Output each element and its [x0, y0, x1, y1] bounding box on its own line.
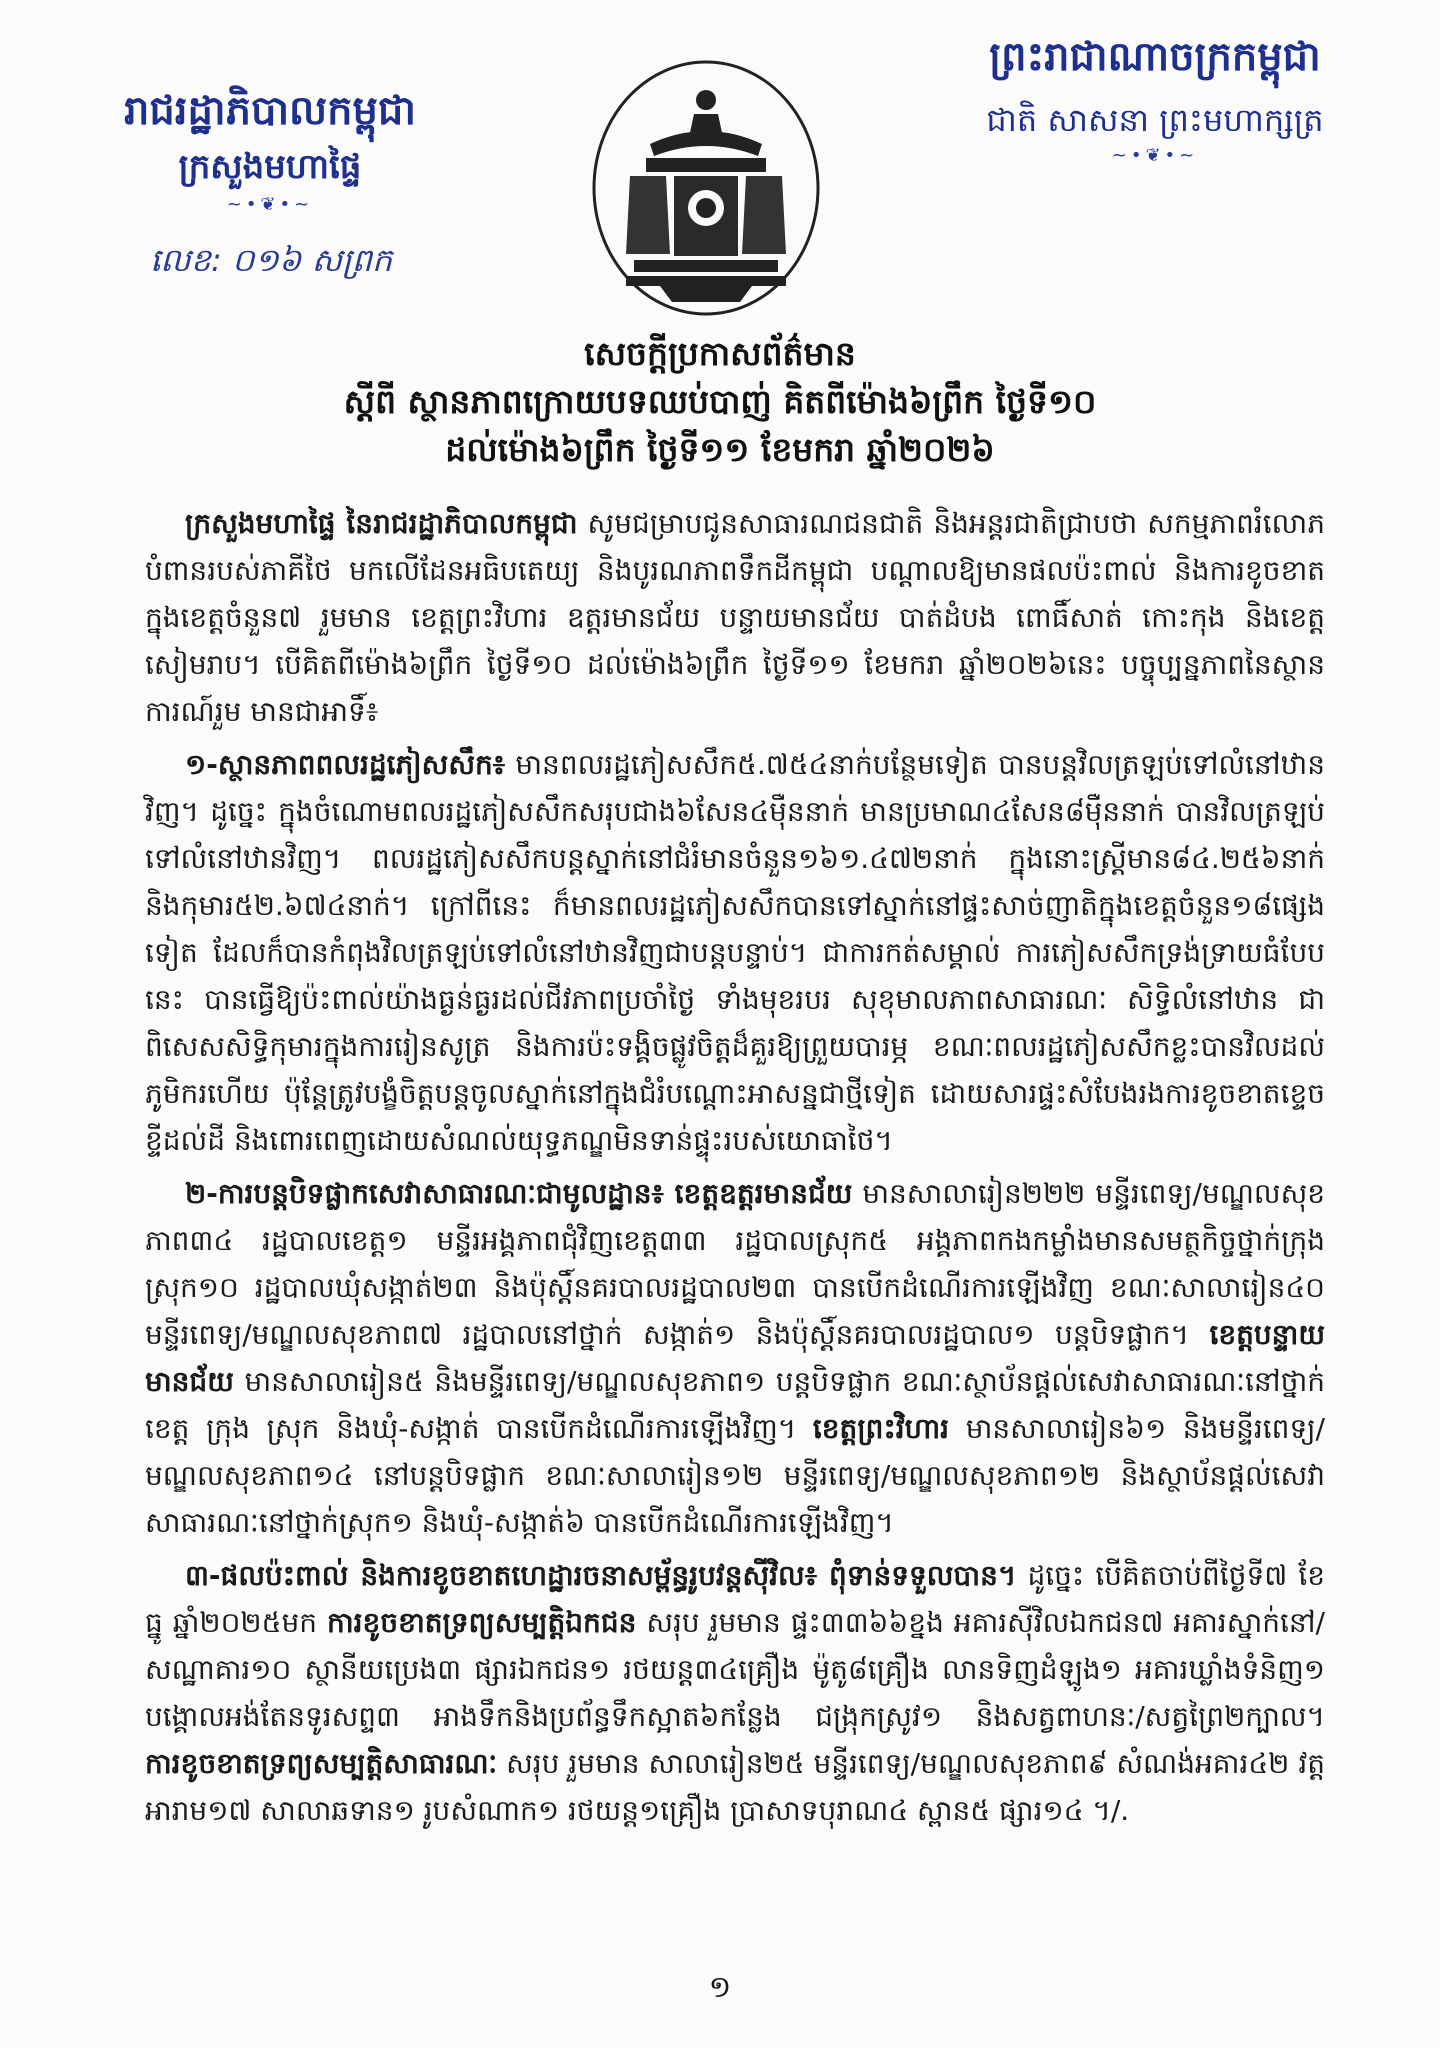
section-1-paragraph [145, 741, 1325, 1164]
kingdom-name: ព្រះរាជាណាចក្រកម្ពុជា [989, 34, 1321, 80]
section-3-text-a: ដូច្នេះ បើគិតចាប់ពីថ្ងៃទី៧ ខែធ្នូ ឆ្នាំ២០២៥មក [145, 1559, 1325, 1639]
royal-emblem-icon [590, 58, 822, 318]
intro-lead: ក្រសួងមហាផ្ទៃ នៃរាជរដ្ឋាភិបាលកម្ពុជា [185, 507, 578, 540]
section-3-paragraph [145, 1552, 1325, 1834]
header-right [965, 30, 1345, 168]
title-line-1: សេចក្តីប្រកាសព័ត៌មាន [584, 334, 856, 373]
section-3-text-b: សរុប រួមមាន ផ្ទះ៣៣៦៦ខ្នង អគារស៊ីវិលឯកជន៧ អគារស្នាក់នៅ/សណ្ឋាគារ១០ ស្ថានីយប្រេង៣ ផ្សារឯកជន១ រថយន្ត៣៤គ្រឿង ម៉ូតូ៨គ្រឿង លានទិញដំឡូង១ អគារឃ្លាំងទំនិញ១ បង្គោលអង់តែនទូរសព្ទ៣ អាងទឹកនិងប្រព័ន្ធទឹកស្អាត៦កន្លែង ជង្រុកស្រូវ១ និងសត្វពាហនៈ/សត្វព្រៃ២ក្បាល។ [145, 1606, 1325, 1733]
ornament-divider-icon: ~•❦•~ [226, 194, 314, 215]
section-3-bold-c: ការខូចខាតទ្រព្យសម្បត្តិសាធារណៈ [145, 1747, 498, 1780]
section-2-text-b: មានសាលារៀន៥ និងមន្ទីរពេទ្យ/មណ្ឌលសុខភាព១ បន្តបិទផ្លាក ខណៈស្ថាប័នផ្តល់សេវាសាធារណៈនៅថ្នាក់ខេត្ត ក្រុង ស្រុក និងឃុំ-សង្កាត់ បានបើកដំណើរការឡើងវិញ។ [145, 1365, 1325, 1445]
section-3-bold-b: ការខូចខាតទ្រព្យសម្បត្តិឯកជន [326, 1606, 637, 1639]
section-2-text-a: មានសាលារៀន២២២ មន្ទីរពេទ្យ/មណ្ឌលសុខភាព៣៤ រដ្ឋបាលខេត្ត១ មន្ទីរអង្គភាពជុំវិញខេត្ត៣៣ រដ្ឋបាលស្រុក៥ អង្គភាពកងកម្លាំងមានសមត្ថកិច្ចថ្នាក់ក្រុង ស្រុក១០ រដ្ឋបាលឃុំសង្កាត់២៣ និងប៉ុស្តិ៍នគរបាលរដ្ឋបាល២៣ បានបើកដំណើរការឡើងវិញ ខណៈសាលារៀន៤០ មន្ទីរពេទ្យ/មណ្ឌលសុខភាព៧ រដ្ឋបាលនៅថ្នាក់ សង្កាត់១ និងប៉ុស្តិ៍នគរបាលរដ្ឋបាល១ បន្តបិទផ្លាក។ [145, 1177, 1325, 1351]
ornament-divider-icon: ~•❦•~ [1111, 145, 1199, 166]
section-1-heading: ១-ស្ថានភាពពលរដ្ឋភៀសសឹក៖ [185, 748, 506, 781]
document-title [160, 330, 1280, 474]
government-name: រាជរដ្ឋាភិបាលកម្ពុជា [124, 88, 416, 134]
document-body [145, 500, 1325, 1840]
section-3-heading: ៣-ផលប៉ះពាល់ និងការខូចខាតហេដ្ឋារចនាសម្ព័ន្ធរូបវន្តស៊ីវិល៖ ពុំទាន់ទទួលបាន។ [185, 1559, 1017, 1592]
section-2-paragraph [145, 1170, 1325, 1546]
intro-text: សូមជម្រាបជូនសាធារណជនជាតិ និងអន្តរជាតិជ្រាបថា សកម្មភាពរំលោភបំពានរបស់ភាគីថៃ មកលើដែនអធិបតេយ្យ និងបូរណភាពទឹកដីកម្ពុជា បណ្តាលឱ្យមានផលប៉ះពាល់ និងការខូចខាតក្នុងខេត្តចំនួន៧ រួមមាន ខេត្តព្រះវិហារ ឧត្តរមានជ័យ បន្ទាយមានជ័យ បាត់ដំបង ពោធិ៍សាត់ កោះកុង និងខេត្តសៀមរាប។ បើគិតពីម៉ោង៦ព្រឹក ថ្ងៃទី១០ ដល់ម៉ោង៦ព្រឹក ថ្ងៃទី១១ ខែមករា ឆ្នាំ២០២៦នេះ បច្ចុប្បន្នភាពនៃស្ថានការណ៍រួម មានជាអាទិ៍៖ [145, 507, 1325, 728]
section-2-province-b: ខេត្តបន្ទាយមានជ័យ [145, 1318, 1325, 1398]
section-3-text-c: សរុប រួមមាន សាលារៀន២៥ មន្ទីរពេទ្យ/មណ្ឌលសុខភាព៩ សំណង់អគារ៤២ វត្តអារាម១៧ សាលាឆទាន១ រូបសំណាក១ រថយន្ត១គ្រឿង ប្រាសាទបុរាណ៤ ស្ពាន៥ ផ្សារ១៤ ។/. [145, 1747, 1325, 1827]
header-left [110, 85, 430, 217]
section-2-province-c: ខេត្តព្រះវិហារ [812, 1412, 950, 1445]
section-2-heading: ២-ការបន្តបិទផ្លាកសេវាសាធារណៈជាមូលដ្ឋាន៖ ខេត្តឧត្តរមានជ័យ [185, 1177, 853, 1210]
reference-number: លេខ: ០១៦ សព្រក [150, 241, 393, 279]
section-1-text: មានពលរដ្ឋភៀសសឹក៥.៧៥៤នាក់បន្ថែមទៀត បានបន្តវិលត្រឡប់ទៅលំនៅឋានវិញ។ ដូច្នេះ ក្នុងចំណោមពលរដ្ឋភៀសសឹកសរុបជាង៦សែន៤ម៉ឺននាក់ មានប្រមាណ៤សែន៨ម៉ឺននាក់ បានវិលត្រឡប់ទៅលំនៅឋានវិញ។ ពលរដ្ឋភៀសសឹកបន្តស្នាក់នៅជំរំមានចំនួន១៦១.៤៧២នាក់ ក្នុងនោះស្ត្រីមាន៨៤.២៥៦នាក់ និងកុមារ៥២.៦៧៤នាក់។ ក្រៅពីនេះ ក៏មានពលរដ្ឋភៀសសឹកបានទៅស្នាក់នៅផ្ទះសាច់ញាតិក្នុងខេត្តចំនួន១៨ផ្សេងទៀត ដែលក៏បានកំពុងវិលត្រឡប់ទៅលំនៅឋានវិញជាបន្តបន្ទាប់។ ជាការកត់សម្គាល់ ការភៀសសឹកទ្រង់ទ្រាយធំបែបនេះ បានធ្វើឱ្យប៉ះពាល់យ៉ាងធ្ងន់ធ្ងរដល់ជីវភាពប្រចាំថ្ងៃ ទាំងមុខរបរ សុខុមាលភាពសាធារណៈ សិទ្ធិលំនៅឋាន ជាពិសេសសិទ្ធិកុមារក្នុងការរៀនសូត្រ និងការប៉ះទង្គិចផ្លូវចិត្តដ៏គួរឱ្យព្រួយបារម្ភ ខណៈពលរដ្ឋភៀសសឹកខ្លះបានវិលដល់ភូមិករហើយ ប៉ុន្តែត្រូវបង្ខំចិត្តបន្តចូលស្នាក់នៅក្នុងជំរំបណ្តោះអាសន្នជាថ្មីទៀត ដោយសារផ្ទះសំបែងរងការខូចខាតខ្ទេចខ្ទីដល់ដី និងពោរពេញដោយសំណល់យុទ្ធភណ្ឌមិនទាន់ផ្ទុះរបស់យោធាថៃ។ [145, 748, 1325, 1157]
section-2-text-c: មានសាលារៀន៦១ និងមន្ទីរពេទ្យ/មណ្ឌលសុខភាព១៤ នៅបន្តបិទផ្លាក ខណៈសាលារៀន១២ មន្ទីរពេទ្យ/មណ្ឌលសុខភាព១២ និងស្ថាប័នផ្តល់សេវាសាធារណៈនៅថ្នាក់ស្រុក១ និងឃុំ-សង្កាត់៦ បានបើកដំណើរការឡើងវិញ។ [145, 1412, 1325, 1539]
national-motto: ជាតិ សាសនា ព្រះមហាក្សត្រ [986, 101, 1324, 139]
title-line-2: ស្តីពី ស្ថានភាពក្រោយបទឈប់បាញ់ គិតពីម៉ោង៦ព្រឹក ថ្ងៃទី១០ [343, 382, 1097, 421]
page-number: ១ [708, 1970, 732, 2005]
ministry-name: ក្រសួងមហាផ្ទៃ [178, 147, 362, 187]
title-line-3: ដល់ម៉ោង៦ព្រឹក ថ្ងៃទី១១ ខែមករា ឆ្នាំ២០២៦ [445, 430, 995, 469]
intro-paragraph [145, 500, 1325, 735]
